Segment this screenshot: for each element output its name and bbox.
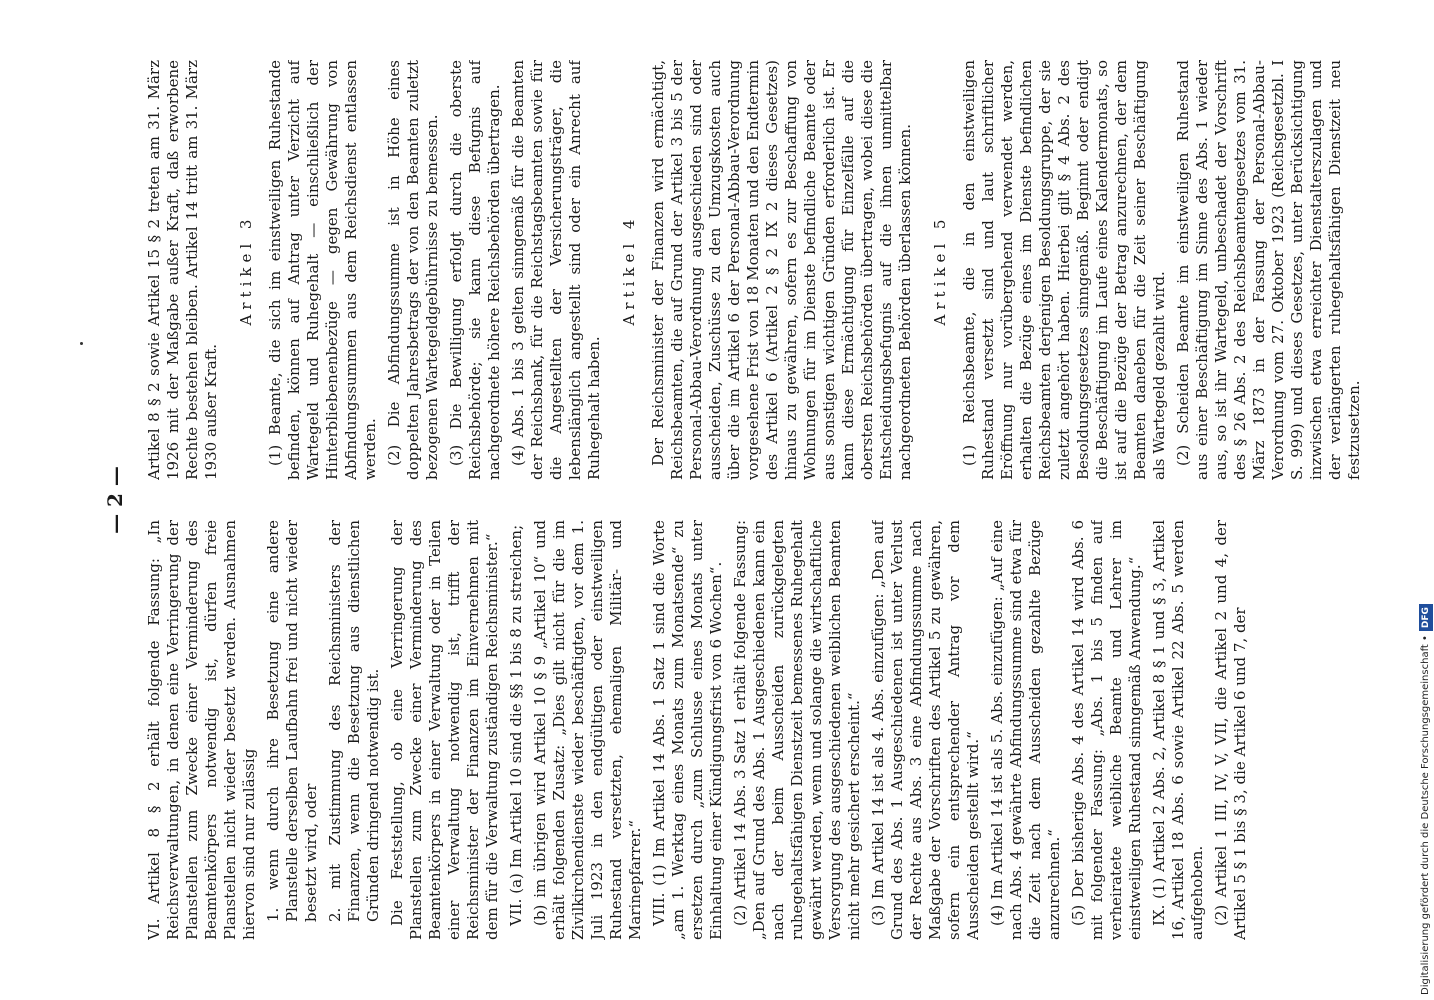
paragraph: (1) Beamte, die sich im einstweiligen Ruhestande befinden, können auf Antrag unter Verzicht auf Wartegeld und Ruhegehalt — einschließlich der Hinterbliebenenbezüge — gegen Gewährung von Abfindungssummen aus dem Reichsdienst entlassen werden. [266,60,379,480]
paragraph: (2) Scheiden Beamte im einstweiligen Ruhestand aus einer Beschäftigung im Sinne des Abs. 1 wieder aus, so ist ihr Wartegeld, unbeschadet der Vorschrift des § 26 Abs. 2 des Reichsbeamtengesetzes vom 31. März 1873 in der Fassung der Personal-Abbau-Verordnung vom 27. Oktober 1923 (Reichsgesetzbl. I S. 999) und dieses Gesetzes, unter Berücksichtigung inzwischen etwa erreichter Dienstalterszulagen und der verlängerten ruhegehaltsfähigen Dienstzeit neu festzusetzen. [1174,60,1363,480]
paragraph: (b) im übrigen wird Artikel 10 § 9 „Artikel 10“ und erhält folgenden Zusatz: „Dies gilt nicht für die im Zivilkirchendienste wieder beschäftigten, vor dem 1. Juli 1923 in den endgültigen oder einstweiligen Ruhestand versetzten, ehemaligen Militär- und Marinepfarrer.“ [531,520,644,940]
paragraph: (2) Artikel 14 Abs. 3 Satz 1 erhält folgende Fassung: „Den auf Grund des Abs. 1 Ausgeschiedenen kann ein nach der beim Ausscheiden zurückgelegten ruhegehaltsfähigen Dienstzeit bemessenes Ruhegehalt gewährt werden, wenn und solange die wirtschaftliche Versorgung des ausgeschiedenen weiblichen Beamten nicht mehr gesichert erscheint.“ [731,520,863,940]
paragraph: Der Reichsminister der Finanzen wird ermächtigt, Reichsbeamten, die auf Grund der Artikel 3 bis 5 der Personal-Abbau-Verordnung ausgeschieden sind oder ausscheiden, Zuschüsse zu den Umzugskosten auch über die im Artikel 6 der Personal-Abbau-Verordnung vorgesehene Frist von 18 Monaten und den Endtermin des Artikel 6 (Artikel 2 § 2 IX 2 dieses Gesetzes) hinaus zu gewähren, sofern es zur Beschaffung von Wohnungen für im Dienste befindliche Beamte oder aus sonstigen wichtigen Gründen erforderlich ist. Er kann diese Ermächtigung für Einzelfälle auf die obersten Reichsbehörden übertragen, wobei diese die Entscheidungsbefugnis auf die ihnen unmittelbar nachgeordneten Behörden überlassen können. [649,60,914,480]
article-heading: Artikel 5 [931,214,949,326]
paragraph: (4) Abs. 1 bis 3 gelten sinngemäß für die Beamten der Reichsbank, für die Reichstagsbeamten sowie für die Angestellten der Versicherungsträger, die lebenslänglich angestellt sind oder ein Anrecht auf Ruhegehalt haben. [509,60,603,480]
paragraph: (1) Reichsbeamte, die in den einstweiligen Ruhestand versetzt sind und laut schriftlicher Eröffnung nur vorübergehend verwendet werden, erhalten die Bezüge eines im Dienste befindlichen Reichsbeamten derjenigen Besoldungsgruppe, der sie zuletzt angehört haben. Hierbei gilt § 4 Abs. 2 des Besoldungsgesetzes sinngemäß. Beginnt oder endigt die Beschäftigung im Laufe eines Kalendermonats, so ist auf die Bezüge der Betrag anzurechnen, der dem Beamten daneben für die Zeit seiner Beschäftigung als Wartegeld gezahlt wird. [960,60,1168,480]
paragraph: VIII. (1) Im Artikel 14 Abs. 1 Satz 1 sind die Worte „am 1. Werktag eines Monats zum Monatsende“ zu ersetzen durch „zum Schlusse eines Monats unter Einhaltung einer Kündigungsfrist von 6 Wochen“. [650,520,725,940]
article-heading: Artikel 3 [237,214,255,326]
scan-speck [80,342,83,345]
dfg-logo: DFG [1419,604,1433,631]
right-column [145,60,1375,480]
dfg-sidebar [1418,5,1434,995]
paragraph: (3) Die Bewilligung erfolgt durch die oberste Reichsbehörde; sie kann diese Befugnis auf nachgeordnete höhere Reichsbehörden übertragen. [447,60,503,480]
article-heading: Artikel 4 [620,214,638,326]
paragraph: VII. (a) Im Artikel 10 sind die §§ 1 bis 8 zu streichen; [507,524,525,926]
paragraph: IX. (1) Artikel 2 Abs. 2, Artikel 8 § 1 und § 3, Artikel 16, Artikel 18 Abs. 6 sowie Artikel 22 Abs. 5 werden aufgehoben. [1150,520,1206,940]
paragraph: (3) Im Artikel 14 ist als 4. Abs. einzufügen: „Den auf Grund des Abs. 1 Ausgeschiedenen ist unter Verlust der Rechte aus Abs. 3 eine Abfindungssumme nach Maßgabe der Vorschriften des Artikel 5 zu gewähren, sofern ein entsprechender Antrag vor dem Ausscheiden gestellt wird.“ [869,520,982,940]
paragraph: (2) Artikel 1 III, IV, V, VII, die Artikel 2 und 4, der Artikel 5 § 1 bis § 3, die Artikel 6 und 7, der [1212,520,1249,940]
paragraph: Die Feststellung, ob eine Verringerung der Planstellen zum Zwecke einer Verminderung des Beamtenkörpers in einer Verwaltung oder in Teilen einer Verwaltung notwendig ist, trifft der Reichsminister der Finanzen im Einvernehmen mit dem für die Verwaltung zuständigen Reichsminister.“ [388,520,501,940]
left-column [145,520,1375,940]
dfg-credit-text: Digitalisierung gefördert durch die Deutsche Forschungsgemeinschaft • [1420,635,1431,995]
paragraph: VI. Artikel 8 § 2 erhält folgende Fassung: „In Reichsverwaltungen, in denen eine Verringerung der Planstellen zum Zwecke einer Verminderung des Beamtenkörpers notwendig ist, dürfen freie Planstellen nicht wieder besetzt werden. Ausnahmen hiervon sind nur zulässig [145,520,258,940]
paragraph: (5) Der bisherige Abs. 4 des Artikel 14 wird Abs. 6 mit folgender Fassung: „Abs. 1 bis 5 finden auf verheiratete weibliche Beamte und Lehrer im einstweiligen Ruhestand sinngemäß Anwendung.“ [1069,520,1144,940]
paragraph: 2. mit Zustimmung des Reichsministers der Finanzen, wenn die Besetzung aus dienstlichen Gründen dringend notwendig ist. [326,520,382,922]
paragraph: 1. wenn durch ihre Besetzung eine andere Planstelle derselben Laufbahn frei und nicht wieder besetzt wird, oder [264,520,320,922]
page-number: — 2 — [103,466,127,534]
paragraph: Artikel 8 § 2 sowie Artikel 15 § 2 treten am 31. März 1926 mit der Maßgabe außer Kraft, daß erworbene Rechte bestehen bleiben. Artikel 14 tritt am 31. März 1930 außer Kraft. [145,60,220,480]
paragraph: (4) Im Artikel 14 ist als 5. Abs. einzufügen: „Auf eine nach Abs. 4 gewährte Abfindungssumme sind etwa für die Zeit nach dem Ausscheiden gezahlte Bezüge anzurechnen.“ [988,520,1063,940]
paragraph: (2) Die Abfindungssumme ist in Höhe eines doppelten Jahresbetrags der von den Beamten zuletzt bezogenen Wartegeldgebührnisse zu bemessen. [385,60,441,480]
rotated-text-area [95,50,1385,950]
